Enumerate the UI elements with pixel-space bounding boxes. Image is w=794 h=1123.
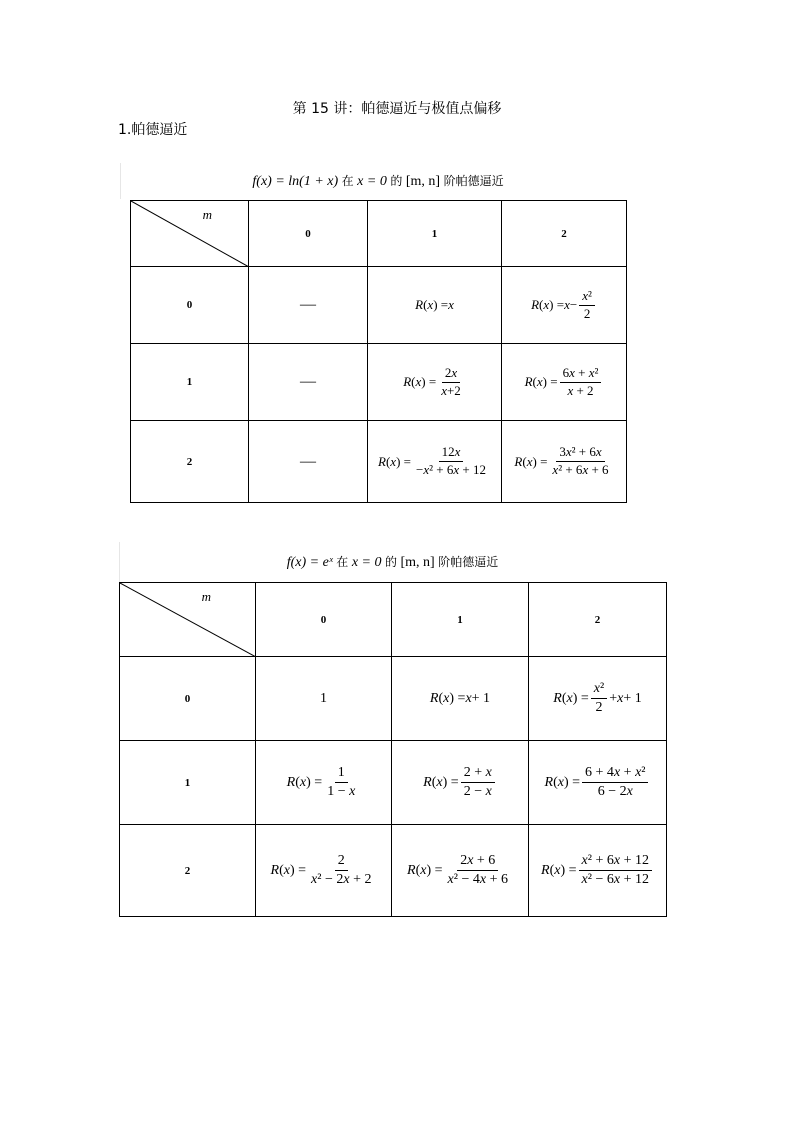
table-cell — [368, 344, 502, 421]
caption-function: f(x) = eˣ — [286, 555, 333, 570]
table-cell — [529, 657, 667, 741]
cell-value: — — [300, 373, 316, 390]
caption-point: x = 0 — [357, 174, 387, 189]
table-caption — [130, 172, 626, 190]
caption-text: 的 — [384, 555, 397, 569]
table-row — [120, 657, 667, 741]
table-cell — [392, 741, 529, 825]
table-row — [120, 741, 667, 825]
col-header: 1 — [392, 583, 529, 657]
table-cell — [529, 741, 667, 825]
formula: R ( x ) = $\frac{\text{6x + x²}}{x + 2}$ — [525, 366, 604, 399]
row-header: 1 — [131, 344, 249, 421]
table-cell — [502, 267, 627, 344]
col-header: 2 — [502, 201, 627, 267]
shade-line — [120, 163, 121, 199]
formula: R ( x ) = $\frac{12x}{\text{−x² + 6x + 12}}$ — [378, 444, 486, 477]
caption-function: f(x) = ln(1 + x) — [252, 174, 339, 189]
section-heading: 1.帕德逼近 — [118, 122, 188, 138]
formula: R ( x ) = x − $\frac{\text{x²}}{2}$ — [531, 289, 597, 322]
corner-cell — [120, 583, 256, 657]
table-cell — [249, 267, 368, 344]
pade-table-exp — [119, 542, 666, 918]
caption-text: 阶帕德逼近 — [438, 555, 499, 569]
row-header: 0 — [120, 657, 256, 741]
table-header-row — [131, 201, 627, 267]
diagonal-line — [120, 583, 256, 657]
row-header: 2 — [120, 825, 256, 917]
caption-point: x = 0 — [351, 555, 382, 570]
corner-label-m: m — [201, 589, 211, 604]
table-cell — [256, 741, 392, 825]
table-cell — [249, 344, 368, 421]
row-header: 2 — [131, 421, 249, 503]
table-cell — [368, 421, 502, 503]
corner-label-m: m — [202, 207, 212, 222]
cell-value: — — [300, 296, 316, 313]
formula: R ( x ) = $\frac{\text{x²}}{2}$ + x + 1 — [553, 680, 642, 715]
cell-value: — — [300, 452, 316, 470]
formula: R ( x ) = $\frac{\text{3x² + 6x}}{\text{x² + 6x + 6}}$ — [514, 444, 609, 477]
table-cell — [502, 344, 627, 421]
table-row — [120, 825, 667, 917]
caption-text: 在 — [336, 555, 349, 569]
table-cell — [392, 825, 529, 917]
caption-text: 的 — [390, 174, 403, 188]
table-caption — [119, 553, 666, 571]
formula: R ( x ) = $\frac{2 + x}{2 - x}$ — [423, 765, 497, 800]
formula: R ( x ) = $\frac{1}{1 - x}$ — [286, 764, 356, 799]
col-header: 2 — [529, 583, 667, 657]
table-cell — [256, 657, 392, 741]
pade-table — [130, 200, 627, 503]
row-header: 1 — [120, 741, 256, 825]
formula: R ( x ) = $\frac{2x + 6}{\text{x² − 4x + 6}}$ — [407, 852, 508, 887]
corner-cell — [131, 201, 249, 267]
col-header: 0 — [256, 583, 392, 657]
formula: R ( x ) = x + 1 — [429, 690, 491, 706]
col-header: 0 — [249, 201, 368, 267]
table-row — [131, 267, 627, 344]
row-header: 0 — [131, 267, 249, 344]
formula: R ( x ) = $\frac{2}{\text{x² − 2x + 2}}$ — [270, 852, 372, 887]
caption-text: 阶帕德逼近 — [443, 174, 504, 188]
pade-table — [119, 582, 667, 917]
table-cell — [368, 267, 502, 344]
formula: R ( x ) = $\frac{\text{x² + 6x + 12}}{\text{x² − 6x + 12}}$ — [541, 853, 654, 888]
table-cell — [392, 657, 529, 741]
pade-table-ln — [130, 163, 626, 503]
table-row — [131, 344, 627, 421]
table-cell — [502, 421, 627, 503]
col-header: 1 — [368, 201, 502, 267]
page-title: 第 15 讲：帕德逼近与极值点偏移 — [292, 101, 502, 117]
table-cell — [256, 825, 392, 917]
caption-text: 在 — [341, 174, 354, 188]
caption-order: [m, n] — [400, 555, 435, 570]
formula: 1 — [320, 690, 327, 706]
caption-order: [m, n] — [405, 174, 441, 189]
formula: R ( x ) = $\frac{\text{6 + 4x + x²}}{6 - 2x}$ — [545, 765, 651, 800]
diagonal-line — [131, 201, 249, 267]
table-row — [131, 421, 627, 503]
table-header-row — [120, 583, 667, 657]
table-cell — [529, 825, 667, 917]
formula: R ( x ) = x — [415, 297, 454, 312]
formula: R ( x ) = $\frac{2x}{x+2}$ — [403, 364, 461, 398]
table-cell — [249, 421, 368, 503]
